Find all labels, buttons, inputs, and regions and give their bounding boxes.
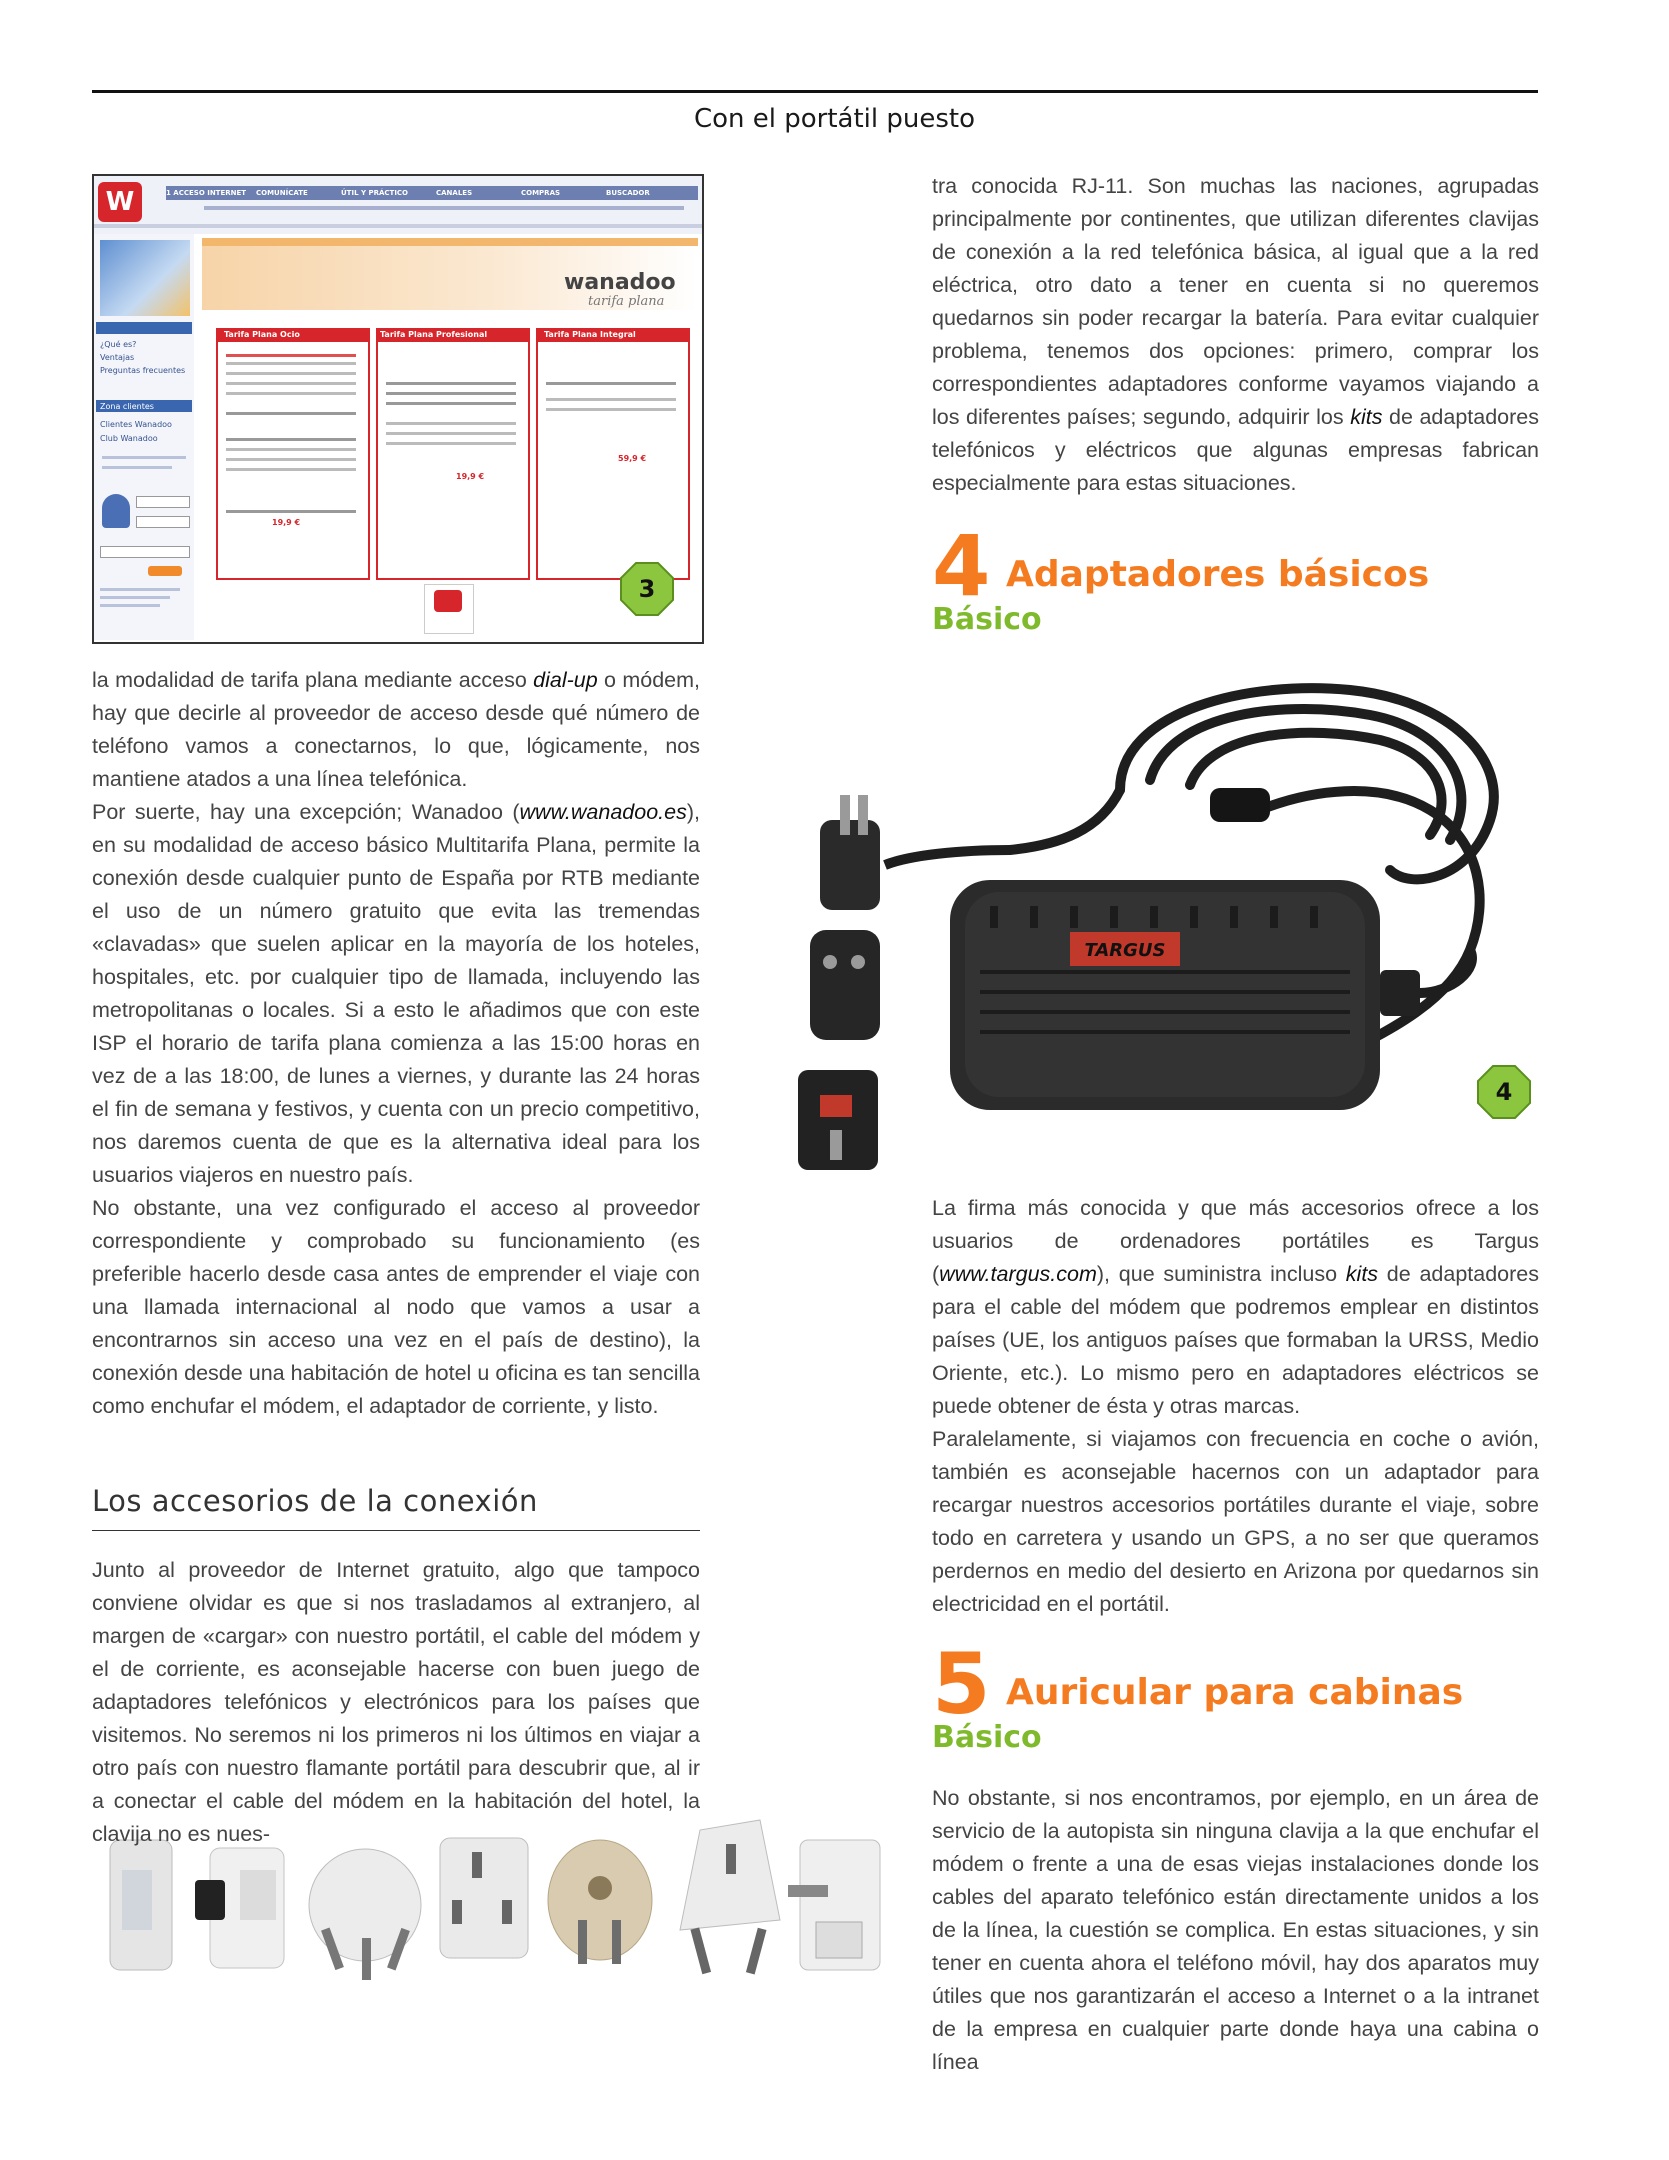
link-wanadoo[interactable]: www.wanadoo.es bbox=[519, 800, 687, 824]
plan-price: 59,9 € bbox=[618, 454, 647, 463]
text-run: tra conocida RJ-11. Son muchas las naciones, agrupadas principalmente por continentes, que utilizan diferentes clavijas de conexión a la red telefónica básica, al igual que a la red eléctrica, otro dato a tener en cuenta si no queremos quedarnos sin poder recargar la batería. Para evitar cualquier problema, tenemos dos opciones: primero, comprar los correspondientes adaptadores conforme vayamos viajando a los diferentes países; segundo, adquirir los bbox=[932, 174, 1539, 429]
plan-title: Tarifa Plana Ocio bbox=[224, 330, 300, 339]
figure-badge-4 bbox=[1477, 1065, 1531, 1119]
paragraph bbox=[92, 664, 700, 796]
figure-badge-3-label: 3 bbox=[638, 575, 656, 603]
wanadoo-brand-sub: tarifa plana bbox=[588, 294, 665, 309]
section-title: Los accesorios de la conexión bbox=[92, 1484, 538, 1518]
paragraph bbox=[92, 796, 700, 1192]
menu-item: ¿Qué es? bbox=[100, 340, 137, 349]
paragraph: No obstante, una vez configurado el acceso al proveedor correspondiente y comprobado su funcionamiento (es preferible hacerlo desde casa antes de emprender el viaje con una llamada internacional al nodo que vamos a usar a encontrarnos sin acceso una vez en el país de destino), la conexión desde una habitación de hotel u oficina es tan sencilla como enchufar el módem, el adaptador de corriente, y listo. bbox=[92, 1196, 700, 1418]
wanadoo-brand: wanadoo bbox=[564, 270, 676, 295]
text-run: o módem, hay que decirle al proveedor de acceso desde qué número de teléfono vamos a conectarnos, lo que, lógicamente, nos mantiene atados a una línea telefónica. bbox=[92, 668, 700, 791]
left-column-bottom bbox=[92, 1554, 700, 1851]
figure-wanadoo-screenshot bbox=[92, 174, 704, 644]
section-5-number: 5 bbox=[932, 1635, 991, 1733]
paragraph bbox=[932, 1192, 1539, 1423]
nav-item: ÚTIL Y PRÁCTICO bbox=[341, 189, 409, 197]
link-targus[interactable]: www.targus.com bbox=[939, 1262, 1097, 1286]
running-title: Con el portátil puesto bbox=[693, 104, 976, 134]
term-dial-up: dial-up bbox=[533, 668, 598, 692]
text-run: de adaptadores para el cable del módem que podremos emplear en distintos países (UE, los antiguos países que formaban la URSS, Medio Oriente, etc.). Lo mismo pero en adaptadores eléctricos se puede obtener de ésta y otras marcas. bbox=[932, 1262, 1540, 1418]
menu-item: Club Wanadoo bbox=[100, 434, 158, 443]
text-run: La firma más conocida y que más accesorios ofrece a los usuarios de ordenadores portátiles es Targus ( bbox=[932, 1196, 1539, 1286]
nav-item: COMPRAS bbox=[521, 189, 561, 197]
figure-badge-4-label: 4 bbox=[1495, 1078, 1513, 1106]
section-4-number: 4 bbox=[932, 517, 991, 615]
paragraph: Paralelamente, si viajamos con frecuencia en coche o avión, también es aconsejable hacernos con un adaptador para recargar nuestros accesorios portátiles durante el viaje, sobre todo en carretera y usando un GPS, a no ser que queramos perdernos en medio del desierto en Arizona por quedarnos sin electricidad en el portátil. bbox=[932, 1427, 1539, 1616]
nav-item: BUSCADOR bbox=[606, 189, 650, 197]
section-rule bbox=[92, 1530, 700, 1531]
targus-brand-label: TARGUS bbox=[1084, 940, 1166, 961]
right-column-top bbox=[932, 170, 1539, 500]
section-5-title: Auricular para cabinas bbox=[1006, 1672, 1464, 1713]
nav-item: COMUNÍCATE bbox=[256, 189, 308, 197]
plan-price: 19,9 € bbox=[272, 518, 301, 527]
wanadoo-logo-letter: W bbox=[105, 187, 135, 217]
text-run: la modalidad de tarifa plana mediante acceso bbox=[92, 668, 534, 692]
menu-item: Clientes Wanadoo bbox=[100, 420, 172, 429]
text-run: ), que suministra incluso bbox=[1096, 1262, 1346, 1286]
figure-targus-adapter bbox=[790, 670, 1550, 1180]
plan-price: 19,9 € bbox=[456, 472, 485, 481]
right-column-bottom bbox=[932, 1782, 1539, 2079]
nav-item: 1 ACCESO INTERNET bbox=[166, 189, 247, 197]
left-column-top bbox=[92, 664, 700, 1423]
text-run: ), en su modalidad de acceso básico Multitarifa Plana, permite la conexión desde cualquier punto de España por RTB mediante el uso de un número gratuito que evita las tremendas «clavadas» que suelen aplicar en la mayoría de los hoteles, hospitales, etc. por cualquier tipo de llamada, incluyendo las metropolitanas o locales. Si a esto le añadimos que con este ISP el horario de tarifa plana comienza a las 15:00 horas en vez de a las 18:00, de lunes a viernes, y durante las 24 horas el fin de semana y festivos, y cuenta con un precio competitivo, nos daremos cuenta de que es la alternativa ideal para los usuarios viajeros en nuestro país. bbox=[92, 800, 700, 1187]
targus-adapter-illustration bbox=[790, 670, 1550, 1180]
paragraph bbox=[932, 170, 1539, 500]
figure-badge-3 bbox=[620, 562, 674, 616]
paragraph: No obstante, si nos encontramos, por ejemplo, en un área de servicio de la autopista sin ninguna clavija a la que enchufar el módem o frente a una de esas viejas instalaciones donde los cables del aparato telefónico están directamente unidos a los de la línea, la cuestión se complica. En estas situaciones, y sin tener en cuenta ahora el teléfono móvil, hay dos aparatos muy útiles que nos garantizarán el acceso a Internet o a la intranet de la empresa en cualquier parte donde haya una cabina o línea bbox=[932, 1786, 1539, 2074]
section-4-title: Adaptadores básicos bbox=[1006, 554, 1430, 595]
term-kits: kits bbox=[1345, 1262, 1379, 1286]
section-5-level: Básico bbox=[932, 1720, 1042, 1755]
top-rule bbox=[92, 90, 1538, 93]
text-run: Por suerte, hay una excepción; Wanadoo ( bbox=[92, 800, 520, 824]
right-column-middle bbox=[932, 1192, 1539, 1621]
plan-title: Tarifa Plana Integral bbox=[544, 330, 636, 339]
menu-item: Ventajas bbox=[100, 353, 135, 362]
term-kits: kits bbox=[1350, 405, 1383, 429]
section-4-level: Básico bbox=[932, 602, 1042, 637]
plan-title: Tarifa Plana Profesional bbox=[380, 330, 488, 339]
text-run: de adaptadores telefónicos y eléctricos que algunas empresas fabrican especialmente para estas situaciones. bbox=[932, 405, 1539, 495]
menu-item: Zona clientes bbox=[100, 402, 154, 411]
menu-item: Preguntas frecuentes bbox=[100, 366, 186, 375]
paragraph: Junto al proveedor de Internet gratuito, algo que tampoco conviene olvidar es que si nos trasladamos al extranjero, al margen de «cargar» con nuestro portátil, el cable del módem y el de corriente, es aconsejable hacerse con buen juego de adaptadores telefónicos y electrónicos para los países que visitemos. No seremos ni los primeros ni los últimos en viajar a otro país con nuestro flamante portátil para descubrir que, al ir a conectar el cable del módem en la habitación del hotel, la clavija no es nues- bbox=[92, 1558, 700, 1846]
nav-item: CANALES bbox=[436, 189, 473, 197]
